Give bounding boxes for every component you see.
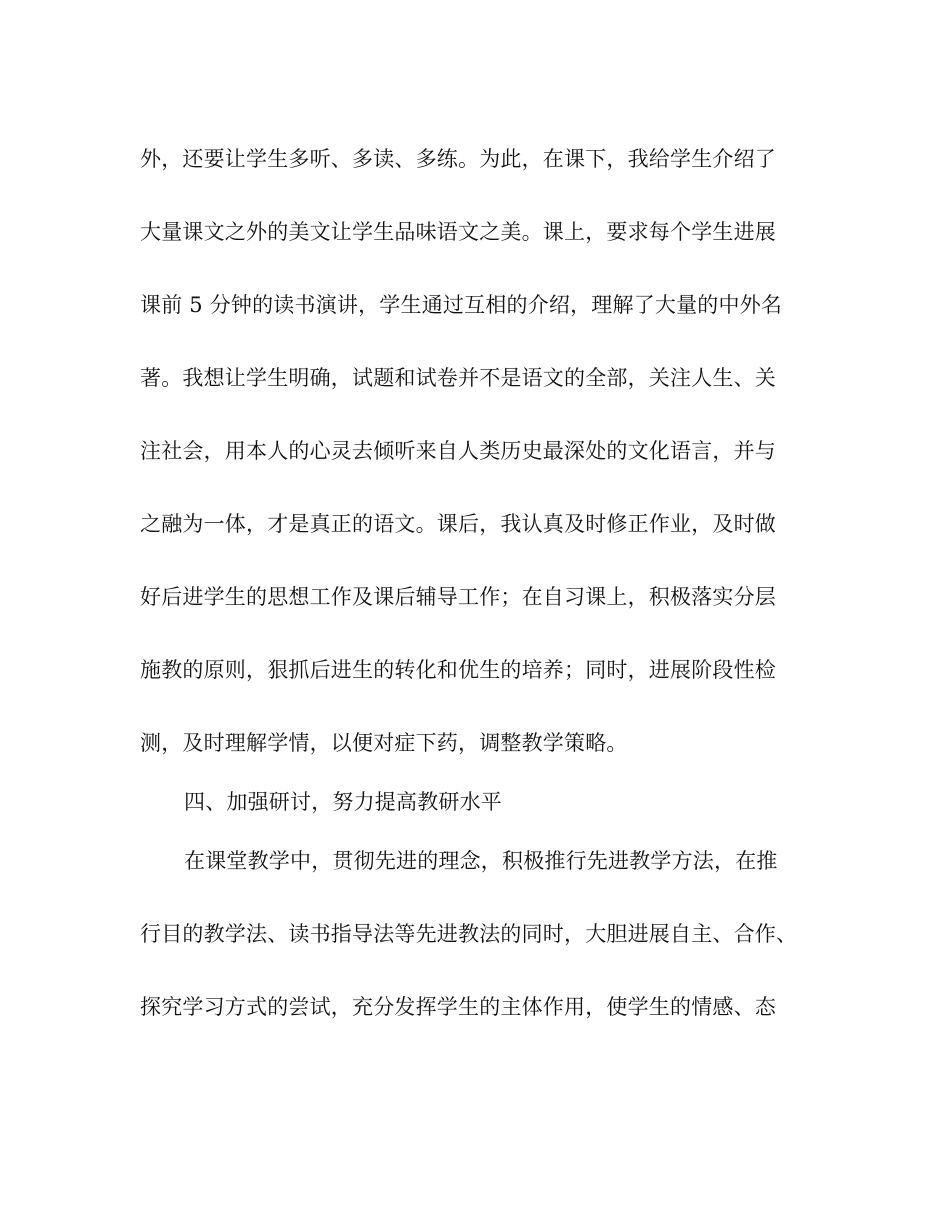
text-line: 课前 5 分钟的读书演讲，学生通过互相的介绍，理解了大量的中外名 xyxy=(140,293,783,317)
text-line: 外，还要让学生多听、多读、多练。为此，在课下，我给学生介绍了 xyxy=(140,147,776,171)
text-line: 测，及时理解学情，以便对症下药，调整教学策略。 xyxy=(140,731,628,755)
text-line: 之融为一体，才是真正的语文。课后，我认真及时修正作业，及时做 xyxy=(140,512,776,536)
text-line: 注社会，用本人的心灵去倾听来自人类历史最深处的文化语言，并与 xyxy=(140,439,776,463)
text-line: 好后进学生的思想工作及课后辅导工作；在自习课上，积极落实分层 xyxy=(140,585,776,609)
text-line: 大量课文之外的美文让学生品味语文之美。课上，要求每个学生进展 xyxy=(140,220,776,244)
text-line: 行目的教学法、读书指导法等先进教法的同时，大胆进展自主、合作、 xyxy=(140,922,798,946)
text-line: 施教的原则，狠抓后进生的转化和优生的培养；同时，进展阶段性检 xyxy=(140,658,776,682)
section-heading: 四、加强研讨，努力提高教研水平 xyxy=(184,790,502,814)
text-line: 探究学习方式的尝试，充分发挥学生的主体作用，使学生的情感、态 xyxy=(140,995,776,1019)
text-line: 在课堂教学中，贯彻先进的理念，积极推行先进教学方法，在推 xyxy=(184,849,778,873)
text-line: 著。我想让学生明确，试题和试卷并不是语文的全部，关注人生、关 xyxy=(140,366,776,390)
